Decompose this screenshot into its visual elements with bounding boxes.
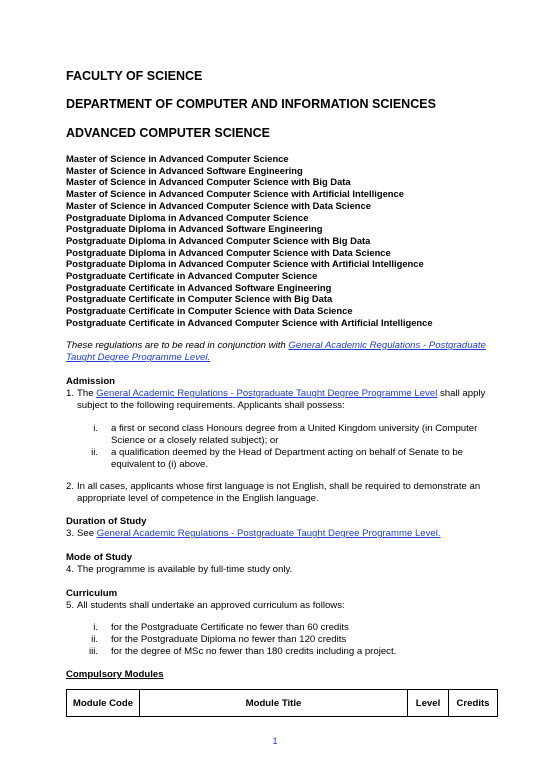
item-number: i.	[93, 423, 98, 434]
admission-heading: Admission	[66, 376, 116, 387]
programme-item: Postgraduate Diploma in Advanced Computer Science	[66, 211, 309, 223]
programme-item: Postgraduate Certificate in Computer Science with Big Data	[66, 293, 333, 305]
item-number: i.	[93, 622, 98, 633]
programme-item: Postgraduate Diploma in Advanced Computer Science with Big Data	[66, 234, 371, 246]
duration-paragraph	[66, 528, 496, 540]
admission-item-ii	[66, 447, 496, 471]
curriculum-item-i	[66, 622, 496, 634]
curriculum-heading: Curriculum	[66, 588, 118, 599]
item-number: iii.	[88, 646, 98, 657]
column-header-title: Module Title	[140, 690, 408, 717]
column-header-code: Module Code	[67, 690, 140, 717]
column-header-credits: Credits	[449, 690, 498, 717]
item-text: for the Postgraduate Certificate no fewer than 60 credits	[111, 622, 349, 633]
curriculum-item-ii	[66, 634, 496, 646]
modules-table	[66, 689, 498, 717]
page-number: 1	[272, 736, 278, 747]
admission-item-i	[66, 423, 496, 447]
paragraph-text: See	[77, 528, 97, 539]
paragraph-number: 4.	[66, 564, 75, 575]
programme-item: Master of Science in Advanced Computer Science with Artificial Intelligence	[66, 188, 404, 200]
item-text: a first or second class Honours degree from a United Kingdom university (in Computer Science or a closely related subject); or	[111, 423, 478, 447]
regulations-link[interactable]: General Academic Regulations - Postgraduate Taught Degree Programme Level.	[96, 528, 441, 539]
item-text: for the degree of MSc no fewer than 180 credits including a project.	[111, 646, 397, 657]
item-number: ii.	[91, 634, 98, 645]
duration-heading: Duration of Study	[66, 516, 147, 527]
paragraph-text: The programme is available by full-time study only.	[77, 564, 293, 575]
item-text: for the Postgraduate Diploma no fewer than 120 credits	[111, 634, 347, 645]
programme-item: Postgraduate Diploma in Advanced Computer Science with Artificial Intelligence	[66, 258, 424, 270]
column-header-level: Level	[408, 690, 449, 717]
programme-item: Postgraduate Certificate in Computer Science with Data Science	[66, 305, 353, 317]
programme-item: Master of Science in Advanced Computer Science with Data Science	[66, 199, 371, 211]
compulsory-modules-heading: Compulsory Modules	[66, 669, 164, 680]
item-text: a qualification deemed by the Head of Department acting on behalf of Senate to be equivalent to (i) above.	[111, 447, 464, 471]
programme-item: Postgraduate Diploma in Advanced Computer Science with Data Science	[66, 246, 391, 258]
programme-list	[66, 153, 433, 329]
admission-paragraph-1	[66, 388, 496, 412]
programme-item: Postgraduate Diploma in Advanced Software Engineering	[66, 223, 323, 235]
mode-heading: Mode of Study	[66, 552, 133, 563]
paragraph-text: In all cases, applicants whose first language is not English, shall be required to demonstrate an appropriate level of competence in the English language.	[77, 481, 481, 505]
intro-text: These regulations are to be read in conjunction with	[66, 340, 289, 351]
programme-item: Master of Science in Advanced Computer Science with Big Data	[66, 176, 351, 188]
item-number: ii.	[91, 447, 98, 458]
paragraph-text: The	[77, 388, 97, 399]
curriculum-paragraph	[66, 600, 496, 612]
department-heading: DEPARTMENT OF COMPUTER AND INFORMATION SCIENCES	[66, 97, 436, 111]
programme-item: Postgraduate Certificate in Advanced Software Engineering	[66, 281, 332, 293]
programme-item: Postgraduate Certificate in Advanced Computer Science	[66, 270, 318, 282]
programme-item: Postgraduate Certificate in Advanced Computer Science with Artificial Intelligence	[66, 316, 433, 328]
mode-paragraph	[66, 564, 496, 576]
subject-heading: ADVANCED COMPUTER SCIENCE	[66, 126, 270, 140]
table-header-row	[67, 690, 498, 717]
paragraph-number: 5.	[66, 600, 75, 611]
paragraph-number: 2.	[66, 481, 75, 492]
curriculum-item-iii	[66, 646, 496, 658]
programme-item: Master of Science in Advanced Computer Science	[66, 153, 289, 164]
paragraph-text: shall apply subject to the following requirements. Applicants shall possess:	[77, 388, 486, 412]
faculty-heading: FACULTY OF SCIENCE	[66, 69, 203, 83]
admission-paragraph-2	[66, 481, 496, 505]
programme-item: Master of Science in Advanced Software Engineering	[66, 164, 303, 176]
paragraph-text: All students shall undertake an approved curriculum as follows:	[77, 600, 345, 611]
paragraph-number: 1.	[66, 388, 75, 399]
intro-note	[66, 340, 486, 364]
regulations-link[interactable]: General Academic Regulations - Postgraduate Taught Degree Programme Level.	[66, 340, 486, 364]
regulations-link[interactable]: General Academic Regulations - Postgraduate Taught Degree Programme Level	[96, 388, 438, 399]
paragraph-number: 3.	[66, 528, 75, 539]
